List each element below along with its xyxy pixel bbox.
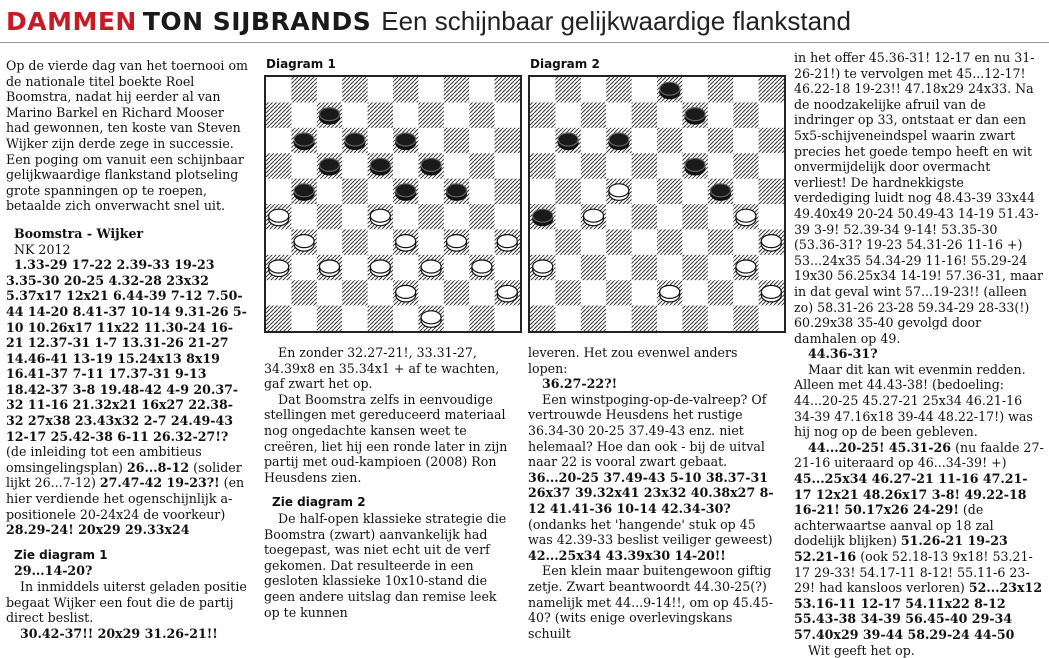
moves-segment: 44...20-25! 45.31-26 [808,439,952,455]
annotation: (nu faalde 27-21-16 uiteraard op 46...34-39! +) [794,439,1044,471]
dark-square [495,179,520,204]
white-piece [761,235,781,252]
white-piece [320,260,340,277]
moves-segment: 36...20-25 37.49-43 5-10 38.37-31 26x37 39.32x41 23x32 40.38x27 8-12 41.41-36 10-14 42.34-30? [528,469,774,516]
white-piece [370,260,390,277]
dark-square [495,77,520,102]
black-piece [660,82,680,99]
dark-square [317,306,342,331]
white-piece [294,235,314,252]
dark-square [759,179,784,204]
white-piece [370,209,390,226]
dark-square [555,229,580,254]
white-piece [736,209,756,226]
black-piece [533,209,553,226]
text-column-2 [264,345,512,620]
dark-square [418,204,443,229]
annotation: (en hier verdiende het ogenschijnlijk a-positionele 20-24x24 de voorkeur) [6,475,245,522]
dark-square [581,102,606,127]
dark-square [342,77,367,102]
annotation: (de achterwaartse aanval op 18 zal dodelijk blijken) [794,502,994,549]
dark-square [682,204,707,229]
body-paragraph: Maar dit kan wit evenmin redden. Alleen met 44.43-38! (bedoeling: 44...20-25 45.27-21 25x34 46.21-16 34-39 47.16x18 39-44 48.22-17!) was hij nog op de been gebleven. [794,361,1033,440]
white-piece [447,235,467,252]
dark-square [708,229,733,254]
dark-square [657,128,682,153]
dark-square [657,179,682,204]
game-moves [528,470,778,564]
white-piece [269,260,289,277]
dark-square [708,128,733,153]
moves-segment: 51.26-21 19-23 52.21-16 [794,533,1008,564]
moves-segment: 27.47-42 19-23?! [99,475,220,491]
key-move: 30.42-37!! 20x29 31.26-21!! [20,625,218,641]
dark-square [444,77,469,102]
black-piece [396,133,416,150]
dark-square [682,255,707,280]
dark-square [393,77,418,102]
black-piece [609,133,629,150]
dark-square [606,280,631,305]
moves-segment: 42...25x34 43.39x30 14-20!! [528,547,726,563]
dark-square [342,229,367,254]
dark-square [291,280,316,305]
white-piece [421,260,441,277]
annotation: (de inleiding tot een ambitieus omsingelingsplan) [6,444,202,475]
dark-square [682,306,707,331]
dark-square [632,102,657,127]
annotation: (ook 52.18-13 9x18! 53.21-17 29-33! 54.17-11 8-12! 55.11-6 23-29! had kansloos verloren) [794,549,1033,596]
text-column-1 [6,58,250,641]
game-moves [6,257,250,538]
white-piece [497,285,517,302]
closing-line: Wit geeft het op. [808,642,915,658]
dark-square [733,102,758,127]
dark-square [444,280,469,305]
text-column-3 [528,345,778,641]
white-piece [584,209,604,226]
dark-square [733,306,758,331]
body-paragraph: En zonder 32.27-21!, 33.31-27, 34.39x8 en 35.34x1 + af te wachten, gaf zwart het op. [264,345,500,392]
dark-square [368,102,393,127]
white-piece [269,209,289,226]
diagram-2-label: Diagram 2 [530,57,600,71]
black-piece [685,108,705,125]
black-piece [558,133,578,150]
black-piece [370,158,390,175]
dark-square [342,179,367,204]
annotation: (ondanks het 'hangende' stuk op 45 was 42.39-33 beslist veiliger geweest) [528,516,773,548]
white-piece [736,260,756,277]
header-rule [0,42,1049,43]
text-column-4 [794,50,1044,658]
game-title: Boomstra - Wijker [14,225,144,241]
body-paragraph: leveren. Het zou evenwel anders lopen: [528,345,738,376]
dark-square [581,306,606,331]
dark-square [632,204,657,229]
see-diagram-1: Zie diagram 1 [14,547,108,562]
moves-segment: 1.33-29 17-22 2.39-33 19-23 3.35-30 20-25 4.32-28 23x32 5.37x17 12x21 6.44-39 7-12 7.50-44 14-20 8.41-37 10-14 9.31-26 5-10 10.26x17 11x22 11.30-24 16-21 12.37-31 1-7 13.31-26 21-27 14.46-41 13-19 15.24x13 8x19 16.41-37 7-11 17.37-31 9-13 18.42-37 3-8 19.48-42 4-9 20.37-32 11-16 21.32x21 16x27 22.38-32 27x38 23.43x32 2-7 24.49-43 12-17 25.42-38 6-11 26.32-27!? [6,257,247,444]
dark-square [555,179,580,204]
dark-square [266,306,291,331]
white-piece [609,184,629,201]
dark-square [342,280,367,305]
moves-segment: 45...25x34 46.27-21 11-16 47.21-17 12x21 48.26x17 3-8! 49.22-18 16-21! 50.17x26 24-29! [794,471,1028,518]
event-label: NK 2012 [14,241,71,257]
dark-square [555,77,580,102]
dark-square [657,229,682,254]
body-paragraph: Een klein maar buitengewoon giftig zetje. Zwart beantwoordt 44.30-25(?) namelijk met 44...9-14!!, om op 45.45-40? (wits enige overlevingskans schuilt [528,563,774,641]
body-paragraph: in het offer 45.36-31! 12-17 en nu 31-26-21!) te vervolgen met 45...12-17! 46.22-18 19-23!! 47.18x29 24x33. Na de noodzakelijke afruil van de indringer op 33, ontstaat er dan een 5x5-schijveneindspel waarin zwart precies het goede tempo heeft en wit onvermijdelijk door overmacht verliest! De hardnekkigste verdediging luidt nog 48.43-39 33x44 49.40x49 20-24 50.49-43 14-19 51.43-39 3-9! 52.39-34 9-14! 53.35-30 (53.36-31? 19-23 54.31-26 11-16 +) 53...24x35 54.34-29 11-16! 55.29-24 19x30 56.25x34 14-19! 57.36-31, maar in dat geval wint 57...19-23!! (alleen zo) 58.31-26 23-28 59.34-29 28-33(!) 60.29x38 35-40 gevolgd door damhalen op 49. [794,50,1044,346]
dark-square [530,306,555,331]
diagram-1-label: Diagram 1 [266,57,336,71]
dark-square [733,153,758,178]
dark-square [495,128,520,153]
dark-square [530,102,555,127]
dark-square [266,102,291,127]
category-label: DAMMEN [6,7,137,36]
dark-square [606,229,631,254]
dark-square [632,153,657,178]
dark-square [581,153,606,178]
white-piece [472,260,492,277]
dark-square [759,128,784,153]
dark-square [469,102,494,127]
author-name: TON SIJBRANDS [142,7,372,36]
diagram-2-board [528,75,786,333]
black-piece [447,184,467,201]
moves-segment: 52...23x12 53.16-11 12-17 54.11x22 8-12 55.43-38 34-39 56.45-40 29-34 57.40x29 39-44 58.29-24 44-50 [794,580,1043,642]
body-paragraph: De half-open klassieke strategie die Boomstra (zwart) aanvankelijk had toegepast, was niet echt uit de verf gekomen. Dat resulteerde in een gesloten klassieke 10x10-stand die geen andere uitslag dan remise leek op te kunnen [264,510,507,620]
dark-square [555,280,580,305]
dark-square [469,306,494,331]
dark-square [581,255,606,280]
key-move: 36.27-22?! [542,376,618,392]
black-piece [711,184,731,201]
white-piece [660,285,680,302]
dark-square [444,128,469,153]
black-piece [685,158,705,175]
dark-square [708,280,733,305]
moves-segment: 26...8-12 [126,459,190,475]
dark-square [266,153,291,178]
diagram-1-board [264,75,522,333]
black-piece [396,184,416,201]
dark-square [291,77,316,102]
black-piece [421,158,441,175]
dark-square [469,204,494,229]
black-piece [320,158,340,175]
body-paragraph: Dat Boomstra zelfs in eenvoudige stellingen met gereduceerd materiaal nog ongedachte kansen weet te creëren, liet hij een ronde later in zijn partij met oud-kampioen (2008) Ron Heusdens zien. [264,391,508,485]
white-piece [533,260,553,277]
black-piece [294,184,314,201]
white-piece [421,311,441,328]
article-title: Een schijnbaar gelijkwaardige flankstand [381,6,851,36]
moves-segment: 28.29-24! 20x29 29.33x24 [6,522,190,538]
game-moves [794,440,1044,643]
white-piece [761,285,781,302]
key-move: 44.36-31? [808,346,878,362]
dark-square [606,77,631,102]
black-piece [345,133,365,150]
dark-square [708,77,733,102]
dark-square [632,255,657,280]
dark-square [469,153,494,178]
dark-square [368,306,393,331]
annotation: (solider lijkt 26...7-12) [6,459,242,491]
dark-square [530,153,555,178]
dark-square [317,204,342,229]
dark-square [632,306,657,331]
black-piece [294,133,314,150]
white-piece [497,235,517,252]
white-piece [396,285,416,302]
white-piece [396,235,416,252]
body-paragraph: Een winstpoging-op-de-valreep? Of vertrouwde Heusdens het rustige 36.34-30 20-25 37.49-43 enz. niet helemaal? Hoe dan ook - bij de uitval naar 22 is vooral zwart gebaat. [528,391,767,470]
black-piece [320,108,340,125]
see-diagram-2: Zie diagram 2 [272,495,366,510]
intro-paragraph: Op de vierde dag van het toernooi om de nationale titel boekte Roel Boomstra, nadat hij eerder al van Marino Barkel en Richard Mooser had gewonnen, ten koste van Steven Wijker zijn derde zege in successie. Een poging om vanuit een schijnbaar gelijkwaardige flankstand plotseling grote spanningen op te roepen, betaalde zich onverwacht snel uit. [6,58,248,214]
dark-square [759,77,784,102]
key-move: 29...14-20? [14,563,93,579]
article-header [6,6,851,37]
body-paragraph: In inmiddels uiterst geladen positie begaat Wijker een fout die de partij direct beslist. [6,579,247,626]
dark-square [418,102,443,127]
